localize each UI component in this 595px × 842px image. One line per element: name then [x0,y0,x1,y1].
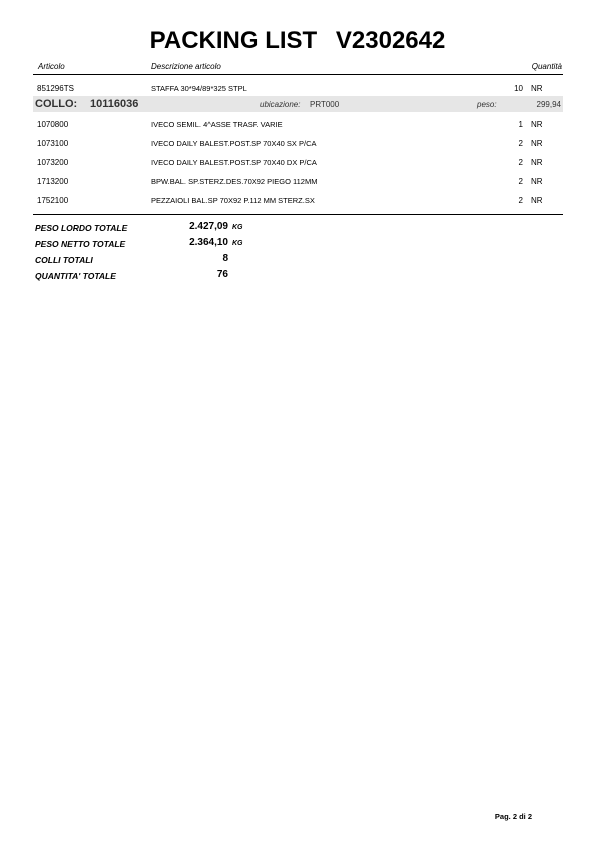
ubicazione-label: ubicazione: [260,100,301,109]
peso-netto-unit: KG [232,240,243,247]
colli-totali-value: 8 [222,253,228,264]
totals-divider [33,214,563,215]
page-number: Pag. 2 di 2 [494,812,532,821]
title-text: PACKING LIST [149,27,318,54]
item-code: 851296TS [37,84,74,93]
table-row [33,174,563,190]
peso-netto-value: 2.364,10 [189,237,228,248]
item-quantity: 2 [518,139,523,148]
quantita-totale-label: QUANTITA' TOTALE [35,271,116,281]
item-quantity: 2 [518,196,523,205]
item-unit: NR [531,158,543,167]
table-row [33,136,563,152]
item-description: IVECO DAILY BALEST.POST.SP 70X40 DX P/CA [151,158,317,167]
item-unit: NR [531,177,543,186]
peso-netto-label: PESO NETTO TOTALE [35,239,126,249]
peso-lordo-label: PESO LORDO TOTALE [35,223,128,233]
peso-lordo-value: 2.427,09 [189,221,228,232]
item-code: 1070800 [37,120,69,129]
collo-number: 10116036 [90,98,139,110]
item-unit: NR [531,196,543,205]
quantita-totale-value: 76 [216,269,228,280]
page-title [0,27,595,55]
collo-label: COLLO: [35,98,78,110]
document-number: V2302642 [335,27,446,54]
table-row [33,117,563,133]
item-unit: NR [531,120,543,129]
item-quantity: 1 [518,120,523,129]
item-code: 1073100 [37,139,69,148]
item-unit: NR [531,139,543,148]
table-row [33,155,563,171]
table-row [33,193,563,209]
item-code: 1752100 [37,196,69,205]
header-articolo: Articolo [38,62,65,71]
ubicazione-value: PRT000 [310,100,340,109]
header-descrizione: Descrizione articolo [151,62,221,71]
peso-value: 299,94 [536,100,561,109]
collo-row [33,96,563,112]
header-quantita: Quantità [531,62,562,71]
item-description: IVECO SEMIL. 4^ASSE TRASF. VARIE [151,120,283,129]
table-row [33,81,563,97]
item-code: 1073200 [37,158,69,167]
item-description: PEZZAIOLI BAL.SP 70X92 P.112 MM STERZ.SX [151,196,315,205]
colli-totali-label: COLLI TOTALI [35,255,93,265]
item-unit: NR [531,84,543,93]
item-quantity: 2 [518,158,523,167]
item-description: IVECO DAILY BALEST.POST.SP 70X40 SX P/CA [151,139,317,148]
item-description: BPW.BAL. SP.STERZ.DES.70X92 PIEGO 112MM [151,177,318,186]
peso-lordo-unit: KG [232,224,243,231]
item-quantity: 10 [514,84,523,93]
header-divider [33,74,563,75]
item-description: STAFFA 30*94/89*325 STPL [151,84,247,93]
item-code: 1713200 [37,177,69,186]
item-quantity: 2 [518,177,523,186]
peso-label: peso: [477,100,497,109]
